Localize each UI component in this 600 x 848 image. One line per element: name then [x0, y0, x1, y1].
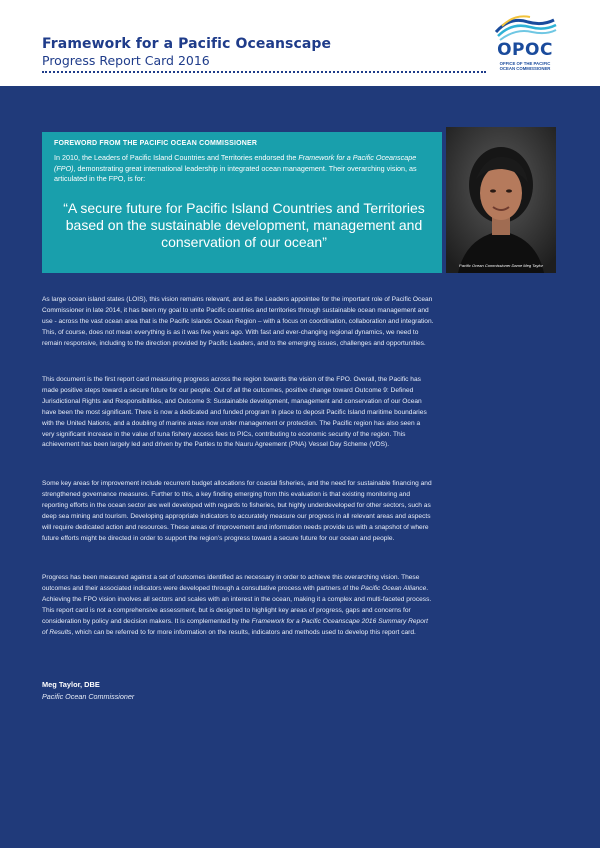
- paragraph-4-italic-b: Pacific Ocean Alliance: [360, 584, 427, 592]
- intro-text-italic: Framework for a Pacific Oceanscape (FPO): [54, 153, 417, 173]
- intro-text-2: , demonstrating great international leadership in integrated ocean management. Their overarching vision, as articulated in the FPO, is for:: [54, 163, 417, 184]
- vision-quote: “A secure future for Pacific Island Countries and Territories based on the sustainable development, management and conservation of our ocean”: [63, 200, 425, 250]
- paragraph-4-text-a: Progress has been measured against a set of outcomes identified as necessary in order to achieve this overarching vision. These outcomes and their associated indicators were developed through a consultative process with partners of the: [42, 574, 420, 592]
- body-paragraph-4: [42, 573, 434, 638]
- logo-wordmark: OPOC: [497, 40, 553, 60]
- opoc-logo: [490, 12, 560, 74]
- signature-title: Pacific Ocean Commissioner: [42, 692, 135, 701]
- body-paragraph-3: Some key areas for improvement include recurrent budget allocations for coastal fisheries, and the need for sustainable financing and strengthened governance measures. Further to this, a key finding emerging from this evaluation is that existing monitoring and reporting efforts in the ocean sector are well developed with regards to fisheries, but highly underdeveloped for other sectors, such as deep sea mining and tourism. Developing appropriate indicators to accurately measure our progress in all relevant areas and aspects will require dedicated action and resources. These areas of improvement and information needs provide us with a snapshot of where future efforts might be directed in order to support the region’s progress toward a secure future for our ocean and people.: [42, 480, 432, 542]
- intro-text-1: In 2010, the Leaders of Pacific Island Countries and Territories endorsed the: [54, 153, 299, 162]
- report-subtitle: Progress Report Card 2016: [42, 53, 210, 68]
- paragraph-4-text-e: , which can be referred to for more information on the results, indicators and methods used to develop this report card.: [71, 628, 416, 636]
- logo-subtitle-line1: OFFICE OF THE PACIFIC: [499, 61, 551, 66]
- foreword-heading: FOREWORD FROM THE PACIFIC OCEAN COMMISSIONER: [54, 140, 258, 147]
- report-title: Framework for a Pacific Oceanscape: [42, 36, 332, 52]
- logo-subtitle-line2: OCEAN COMMISSIONER: [499, 66, 551, 71]
- foreword-intro: [54, 153, 436, 185]
- commissioner-photo: [446, 127, 556, 273]
- portrait-image: [446, 127, 556, 273]
- photo-caption: Pacific Ocean Commissioner Dame Meg Taylor: [459, 263, 543, 268]
- paragraph-4-text-c: . Achieving the FPO vision involves all sectors and scales with an interest in the ocean, making it a complex and multi-faceted process. This report card is not a comprehensive assessment, but is designed to highlight key areas of progress, gaps and concerns for consideration by policy and decision makers. It is complemented by the: [42, 584, 432, 625]
- signature-name: Meg Taylor, DBE: [42, 680, 100, 689]
- page-header: [0, 0, 600, 86]
- paragraph-4-italic-d: Framework for a Pacific Oceanscape 2016 Summary Report of Results: [42, 617, 428, 636]
- dotted-divider: [42, 71, 486, 73]
- body-paragraph-1: As large ocean island states (LOIS), this vision remains relevant, and as the Leaders appointee for the important role of Pacific Ocean Commissioner in late 2014, it has been my goal to unite Pacific countries and territories through sustainable ocean management and use - across the vast ocean area that is the Pacific Islands Ocean Region – with a focus on coordination, collaboration and integration. This, of course, does not mean everything is as it was five years ago. With fast and ever-changing regional dynamics, we need to remain responsive, including to the direction provided by Pacific Leaders, and to the emerging issues, challenges and opportunities.: [42, 296, 434, 347]
- body-paragraph-2: This document is the first report card measuring progress across the region towards the vision of the FPO. Overall, the Pacific has made positive steps toward a secure future for our people. Out of all the outcomes, positive change toward Outcome 9: Defined Jurisdictional Rights and Responsibilities, and Outcome 3: Sustainable development, management and conservation of our Ocean have been the most significant. There is now a dedicated and funded program in place to deposit Pacific Island maritime boundaries with the United Nations, and a doubling of marine areas now under management or protection. The Pacific region has also seen a very significant increase in the value of tuna fishery access fees to PICs, contributing to economic security of the region. This achievement has been largely led and driven by the Parties to the Nauru Agreement (PNA) Vessel Day Scheme (VDS).: [42, 376, 427, 449]
- wave-icon: [490, 12, 560, 42]
